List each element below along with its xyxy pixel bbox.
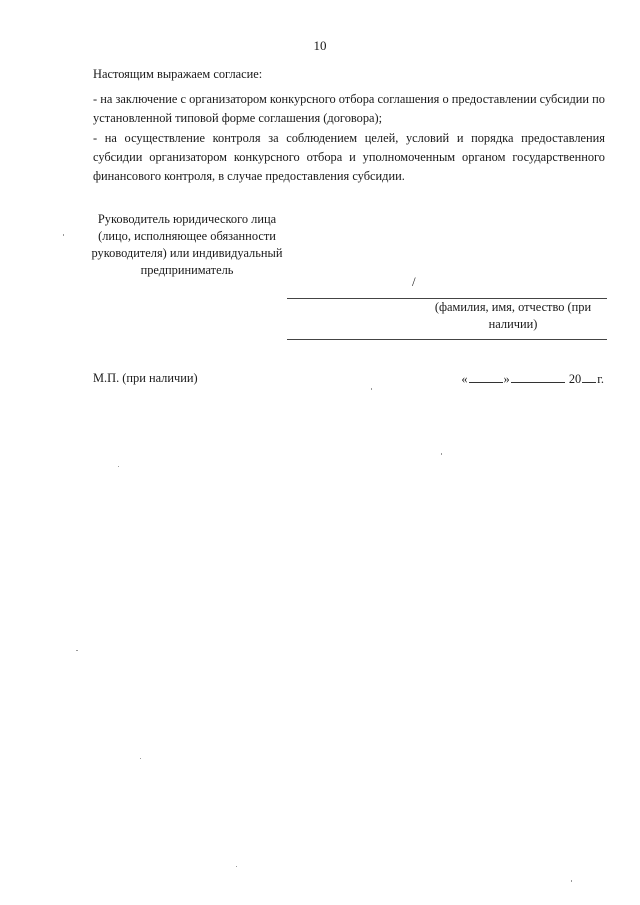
date-close-quote: » xyxy=(503,372,510,386)
scan-speck xyxy=(441,453,442,455)
scan-speck xyxy=(140,758,141,759)
consent-intro: Настоящим выражаем согласие: xyxy=(93,67,263,81)
fio-caption: (фамилия, имя, отчество (при наличии) xyxy=(434,300,592,331)
date-open-quote: « xyxy=(461,372,468,386)
consent-item-agreement: - на заключение с организатором конкурсного отбора соглашения о предоставлении субсидии по установленной типовой форме соглашения (договора); xyxy=(93,92,605,125)
page-number: 10 xyxy=(313,38,327,53)
fio-line xyxy=(287,339,607,340)
date-century: 20 xyxy=(568,372,582,386)
scan-speck xyxy=(571,880,572,882)
date-month-blank xyxy=(511,371,565,383)
scan-speck xyxy=(76,650,78,651)
date-line xyxy=(461,371,604,387)
date-year-suffix: г. xyxy=(597,372,604,386)
consent-item-control: - на осуществление контроля за соблюдением целей, условий и порядка предоставления субсидии организатором конкурсного отбора и уполномоченным органом государственного финансового контроля, в случае предоставления субсидии. xyxy=(93,131,605,183)
scan-speck xyxy=(118,466,119,467)
signature-separator: / xyxy=(412,274,416,289)
scan-speck xyxy=(371,388,372,390)
signer-label: Руководитель юридического лица (лицо, исполняющее обязанности руководителя) или индивидуальный предприниматель xyxy=(91,212,283,277)
date-year-blank xyxy=(582,371,596,383)
scan-speck xyxy=(236,866,237,867)
scan-speck xyxy=(63,234,64,236)
date-day-blank xyxy=(469,371,503,383)
stamp-label: М.П. (при наличии) xyxy=(93,371,198,385)
